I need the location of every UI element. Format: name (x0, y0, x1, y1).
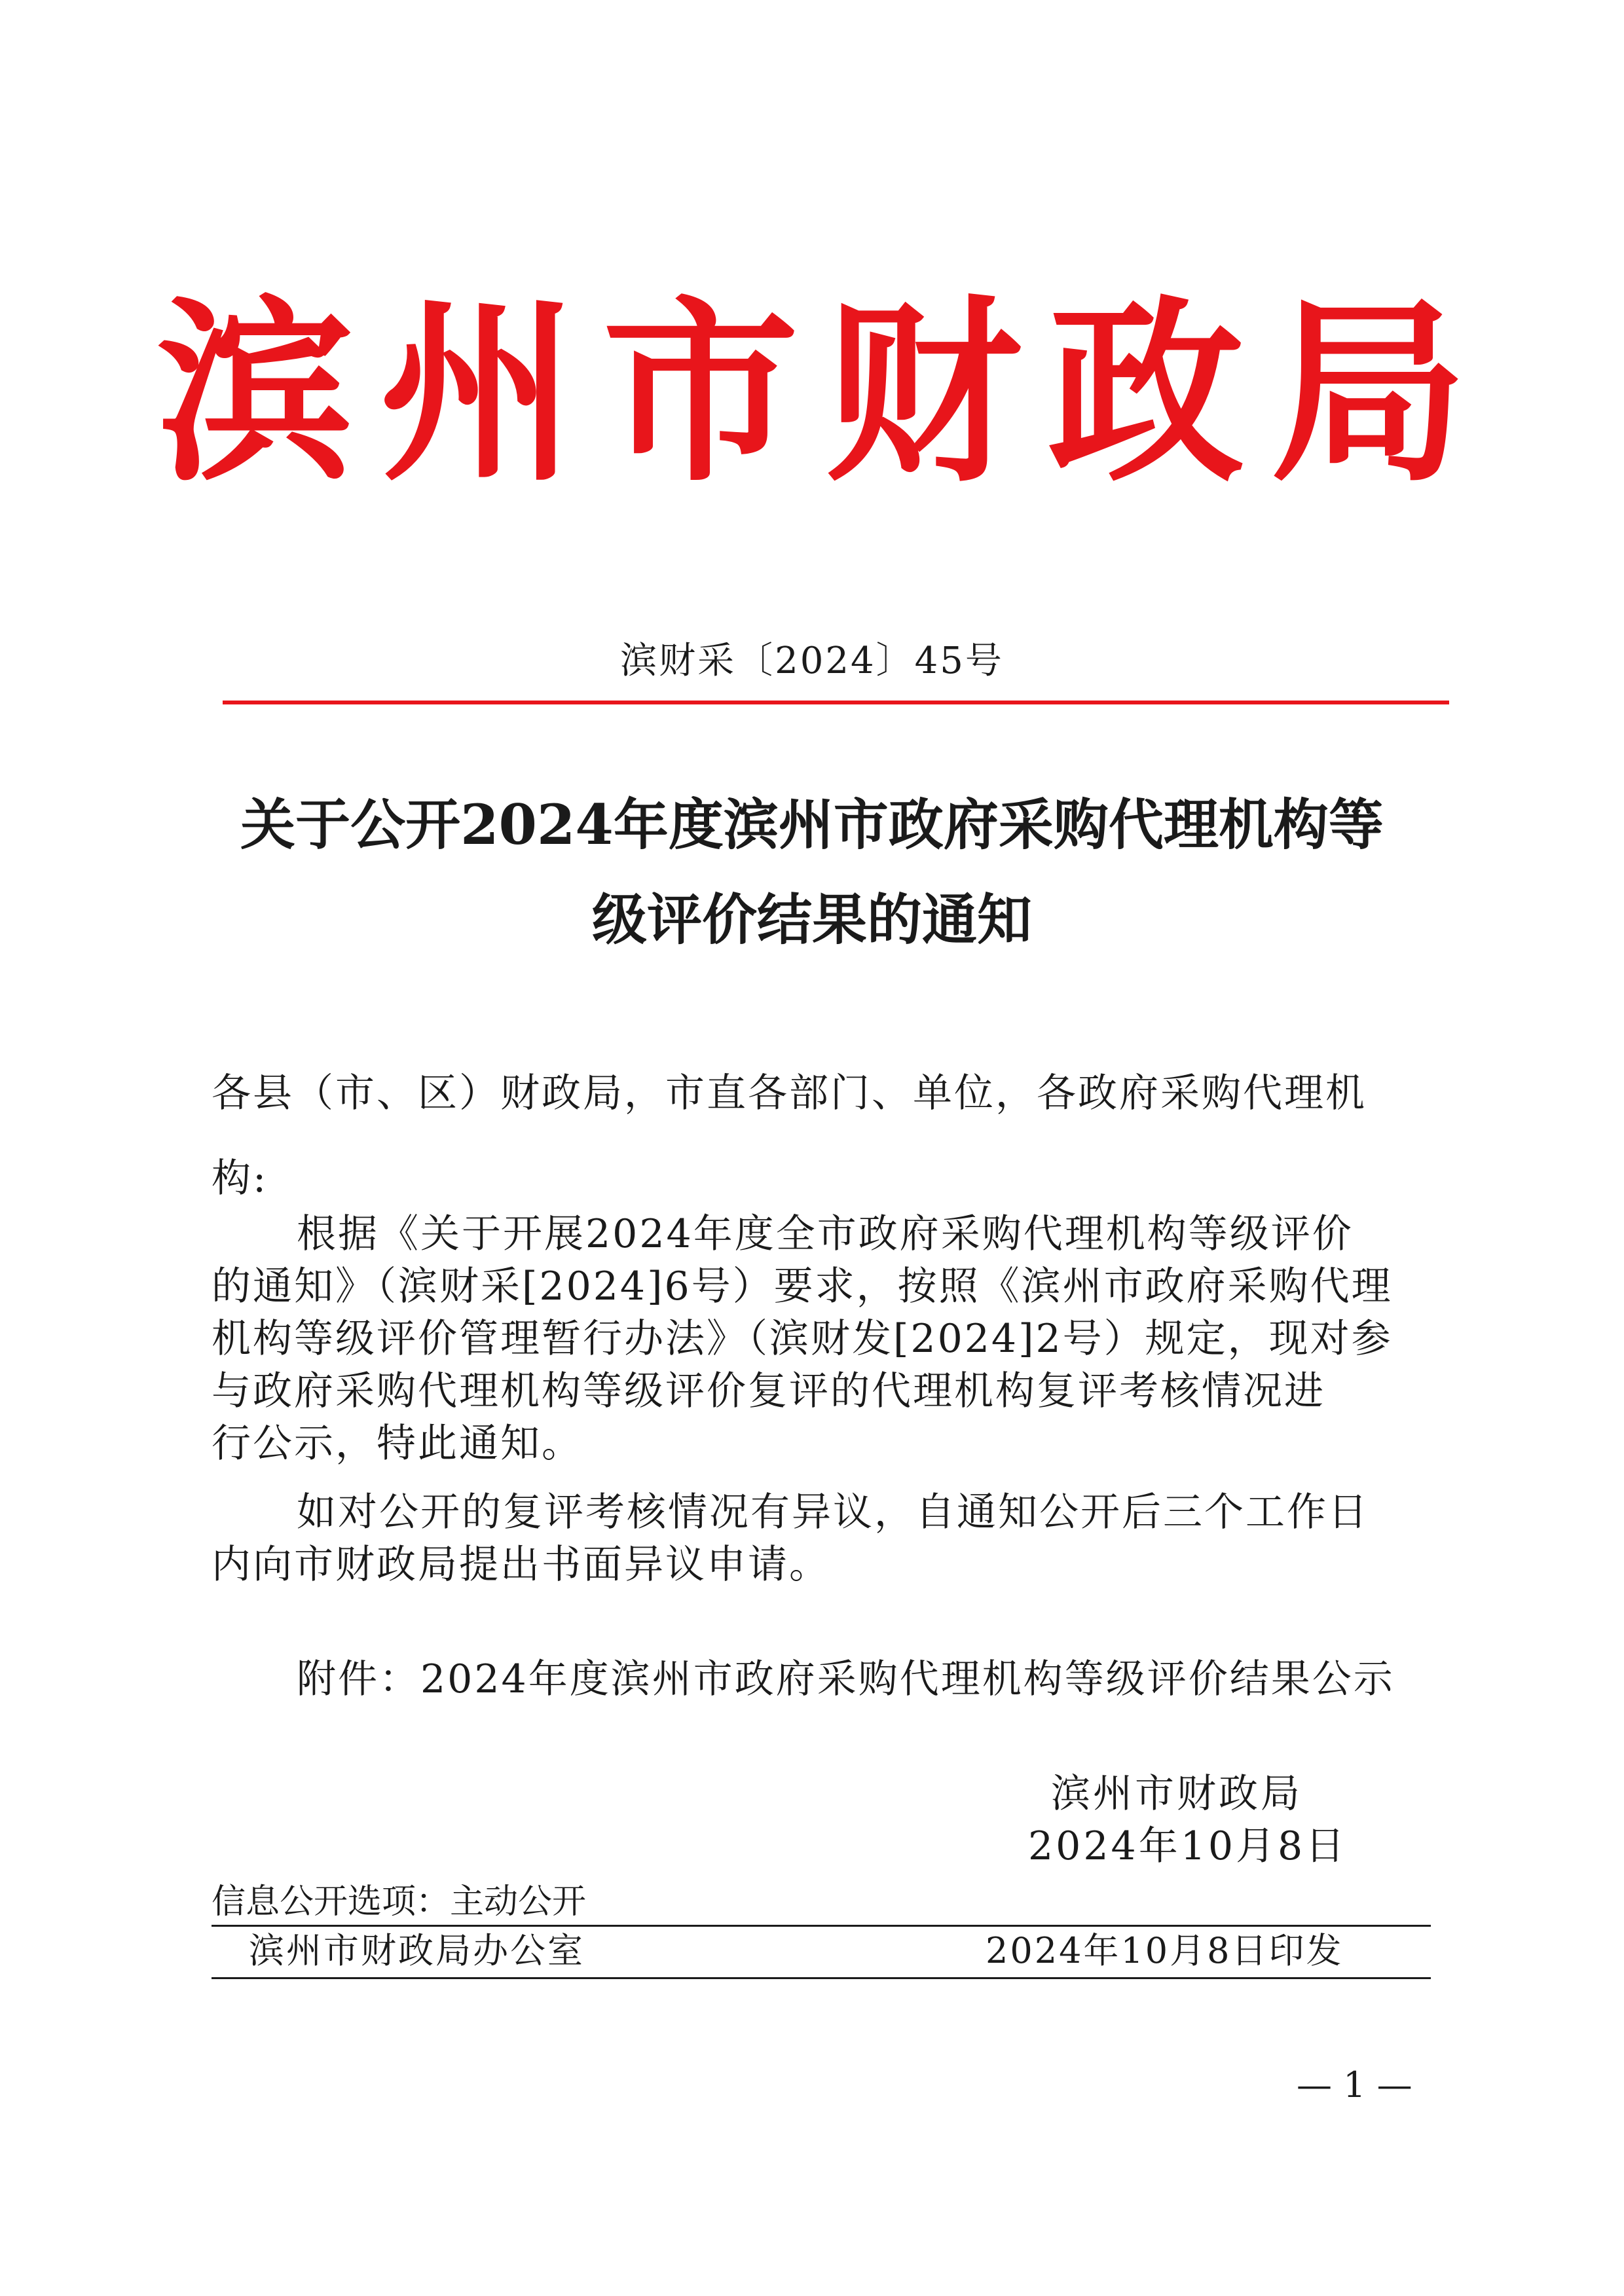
signature-date: 2024年10月8日 (1028, 1823, 1348, 1869)
paragraph1-line-4: 与政府采购代理机构等级评价复评的代理机构复评考核情况进 (212, 1368, 1325, 1414)
masthead-title: 滨州市财政局 (157, 277, 1493, 508)
footer-office: 滨州市财政局办公室 (249, 1930, 585, 1971)
disclosure-option: 信息公开选项：主动公开 (212, 1882, 587, 1922)
paragraph1-line-2: 的通知》（滨财采[2024]6号）要求，按照《滨州市政府采购代理 (212, 1264, 1393, 1309)
salutation-line-2: 构: (212, 1156, 268, 1201)
signature-issuer: 滨州市财政局 (1051, 1771, 1302, 1817)
salutation-line-1: 各县（市、区）财政局，市直各部门、单位，各政府采购代理机 (212, 1070, 1367, 1116)
red-separator-line (223, 701, 1449, 704)
paragraph1-line-1: 根据《关于开展2024年度全市政府采购代理机构等级评价 (297, 1211, 1354, 1257)
paragraph2-line-2: 内向市财政局提出书面异议申请。 (212, 1542, 830, 1588)
footer-bottom-rule (212, 1977, 1431, 1979)
footer-top-rule (212, 1925, 1431, 1927)
notice-title-line-2: 级评价结果的通知 (591, 887, 1032, 952)
attachment-line: 附件：2024年度滨州市政府采购代理机构等级评价结果公示 (297, 1656, 1395, 1702)
notice-title-line-1: 关于公开2024年度滨州市政府采购代理机构等 (240, 792, 1384, 857)
page-number: — 1 — (1297, 2064, 1412, 2105)
paragraph1-line-3: 机构等级评价管理暂行办法》（滨财发[2024]2号）规定，现对参 (212, 1316, 1393, 1362)
paragraph1-line-5: 行公示，特此通知。 (212, 1421, 583, 1467)
paragraph2-line-1: 如对公开的复评考核情况有异议，自通知公开后三个工作日 (297, 1489, 1369, 1535)
document-number: 滨财采〔2024〕45号 (620, 640, 1004, 682)
footer-issue-date: 2024年10月8日印发 (986, 1930, 1344, 1971)
